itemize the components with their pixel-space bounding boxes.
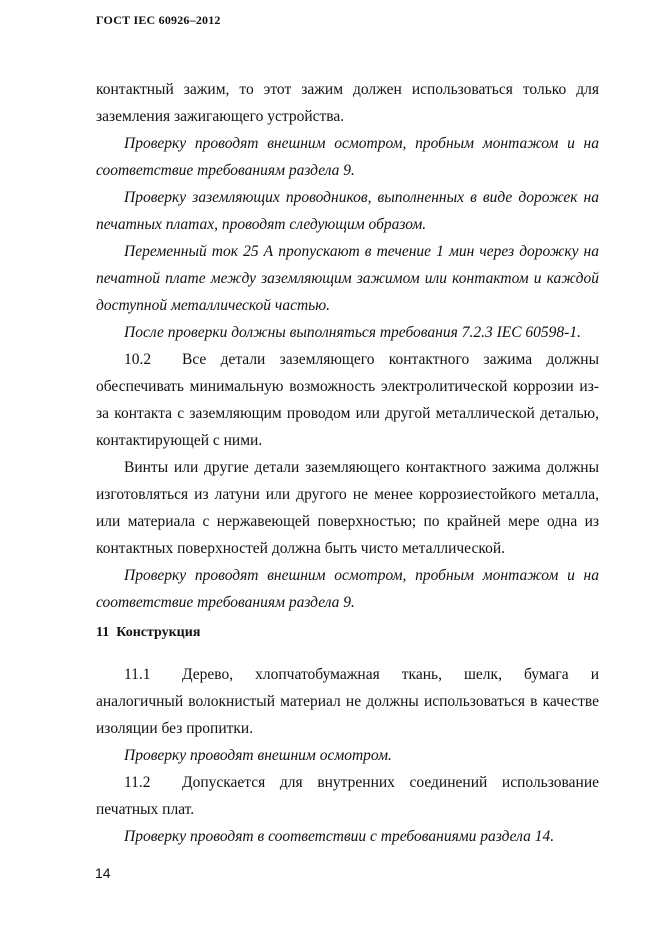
paragraph-check-visual: Проверку проводят внешним осмотром. [124, 747, 392, 764]
section-number: 11 [96, 625, 110, 640]
paragraph-ac-test: Переменный ток 25 А пропускают в течение 1 мин через дорожку на печатной плате между заземляющим зажимом или контактом и каждой доступной металлической частью. [96, 243, 599, 314]
clause-number: 11.2 [124, 774, 151, 791]
paragraph-continuation: контактный зажим, то этот зажим должен использоваться только для заземления зажигающего устройства. [96, 81, 599, 125]
clause-11-1 [96, 661, 599, 742]
section-body [96, 661, 599, 850]
clause-text: Допускается для внутренних соединений использование печатных плат. [96, 774, 599, 818]
document-header: ГОСТ IEC 60926–2012 [96, 13, 221, 27]
paragraph-check-note: Проверку проводят внешним осмотром, пробным монтажом и на соответствие требованиям раздела 9. [96, 135, 599, 179]
clause-10-2 [96, 346, 599, 454]
clause-text: Дерево, хлопчатобумажная ткань, шелк, бумага и аналогичный волокнистый материал не должны использоваться в качестве изоляции без пропитки. [96, 666, 599, 737]
page-number: 14 [95, 865, 111, 881]
section-title: Конструкция [116, 625, 201, 640]
clause-text: Все детали заземляющего контактного зажима должны обеспечивать минимальную возможность электролитической коррозии из-за контакта с заземляющим проводом или другой металлической деталью, контактирующей с ними. [96, 351, 599, 449]
paragraph-check-note-2: Проверку проводят внешним осмотром, пробным монтажом и на соответствие требованиям раздела 9. [96, 567, 599, 611]
clause-11-2 [96, 769, 599, 823]
section-heading [96, 625, 200, 641]
body-text-block [96, 76, 599, 616]
paragraph-screws: Винты или другие детали заземляющего контактного зажима должны изготовляться из латуни или другого не менее коррозиестойкого металла, или материала с нержавеющей поверхностью; по крайней мере одна из контактных поверхностей должна быть чисто металлической. [96, 459, 599, 557]
clause-number: 10.2 [124, 351, 152, 368]
clause-number: 11.1 [124, 666, 151, 683]
paragraph-after-test: После проверки должны выполняться требования 7.2.3 IEC 60598-1. [124, 324, 581, 341]
paragraph-check-pcb: Проверку заземляющих проводников, выполненных в виде дорожек на печатных платах, проводят следующим образом. [96, 189, 599, 233]
paragraph-check-section-14: Проверку проводят в соответствии с требованиями раздела 14. [124, 828, 555, 845]
